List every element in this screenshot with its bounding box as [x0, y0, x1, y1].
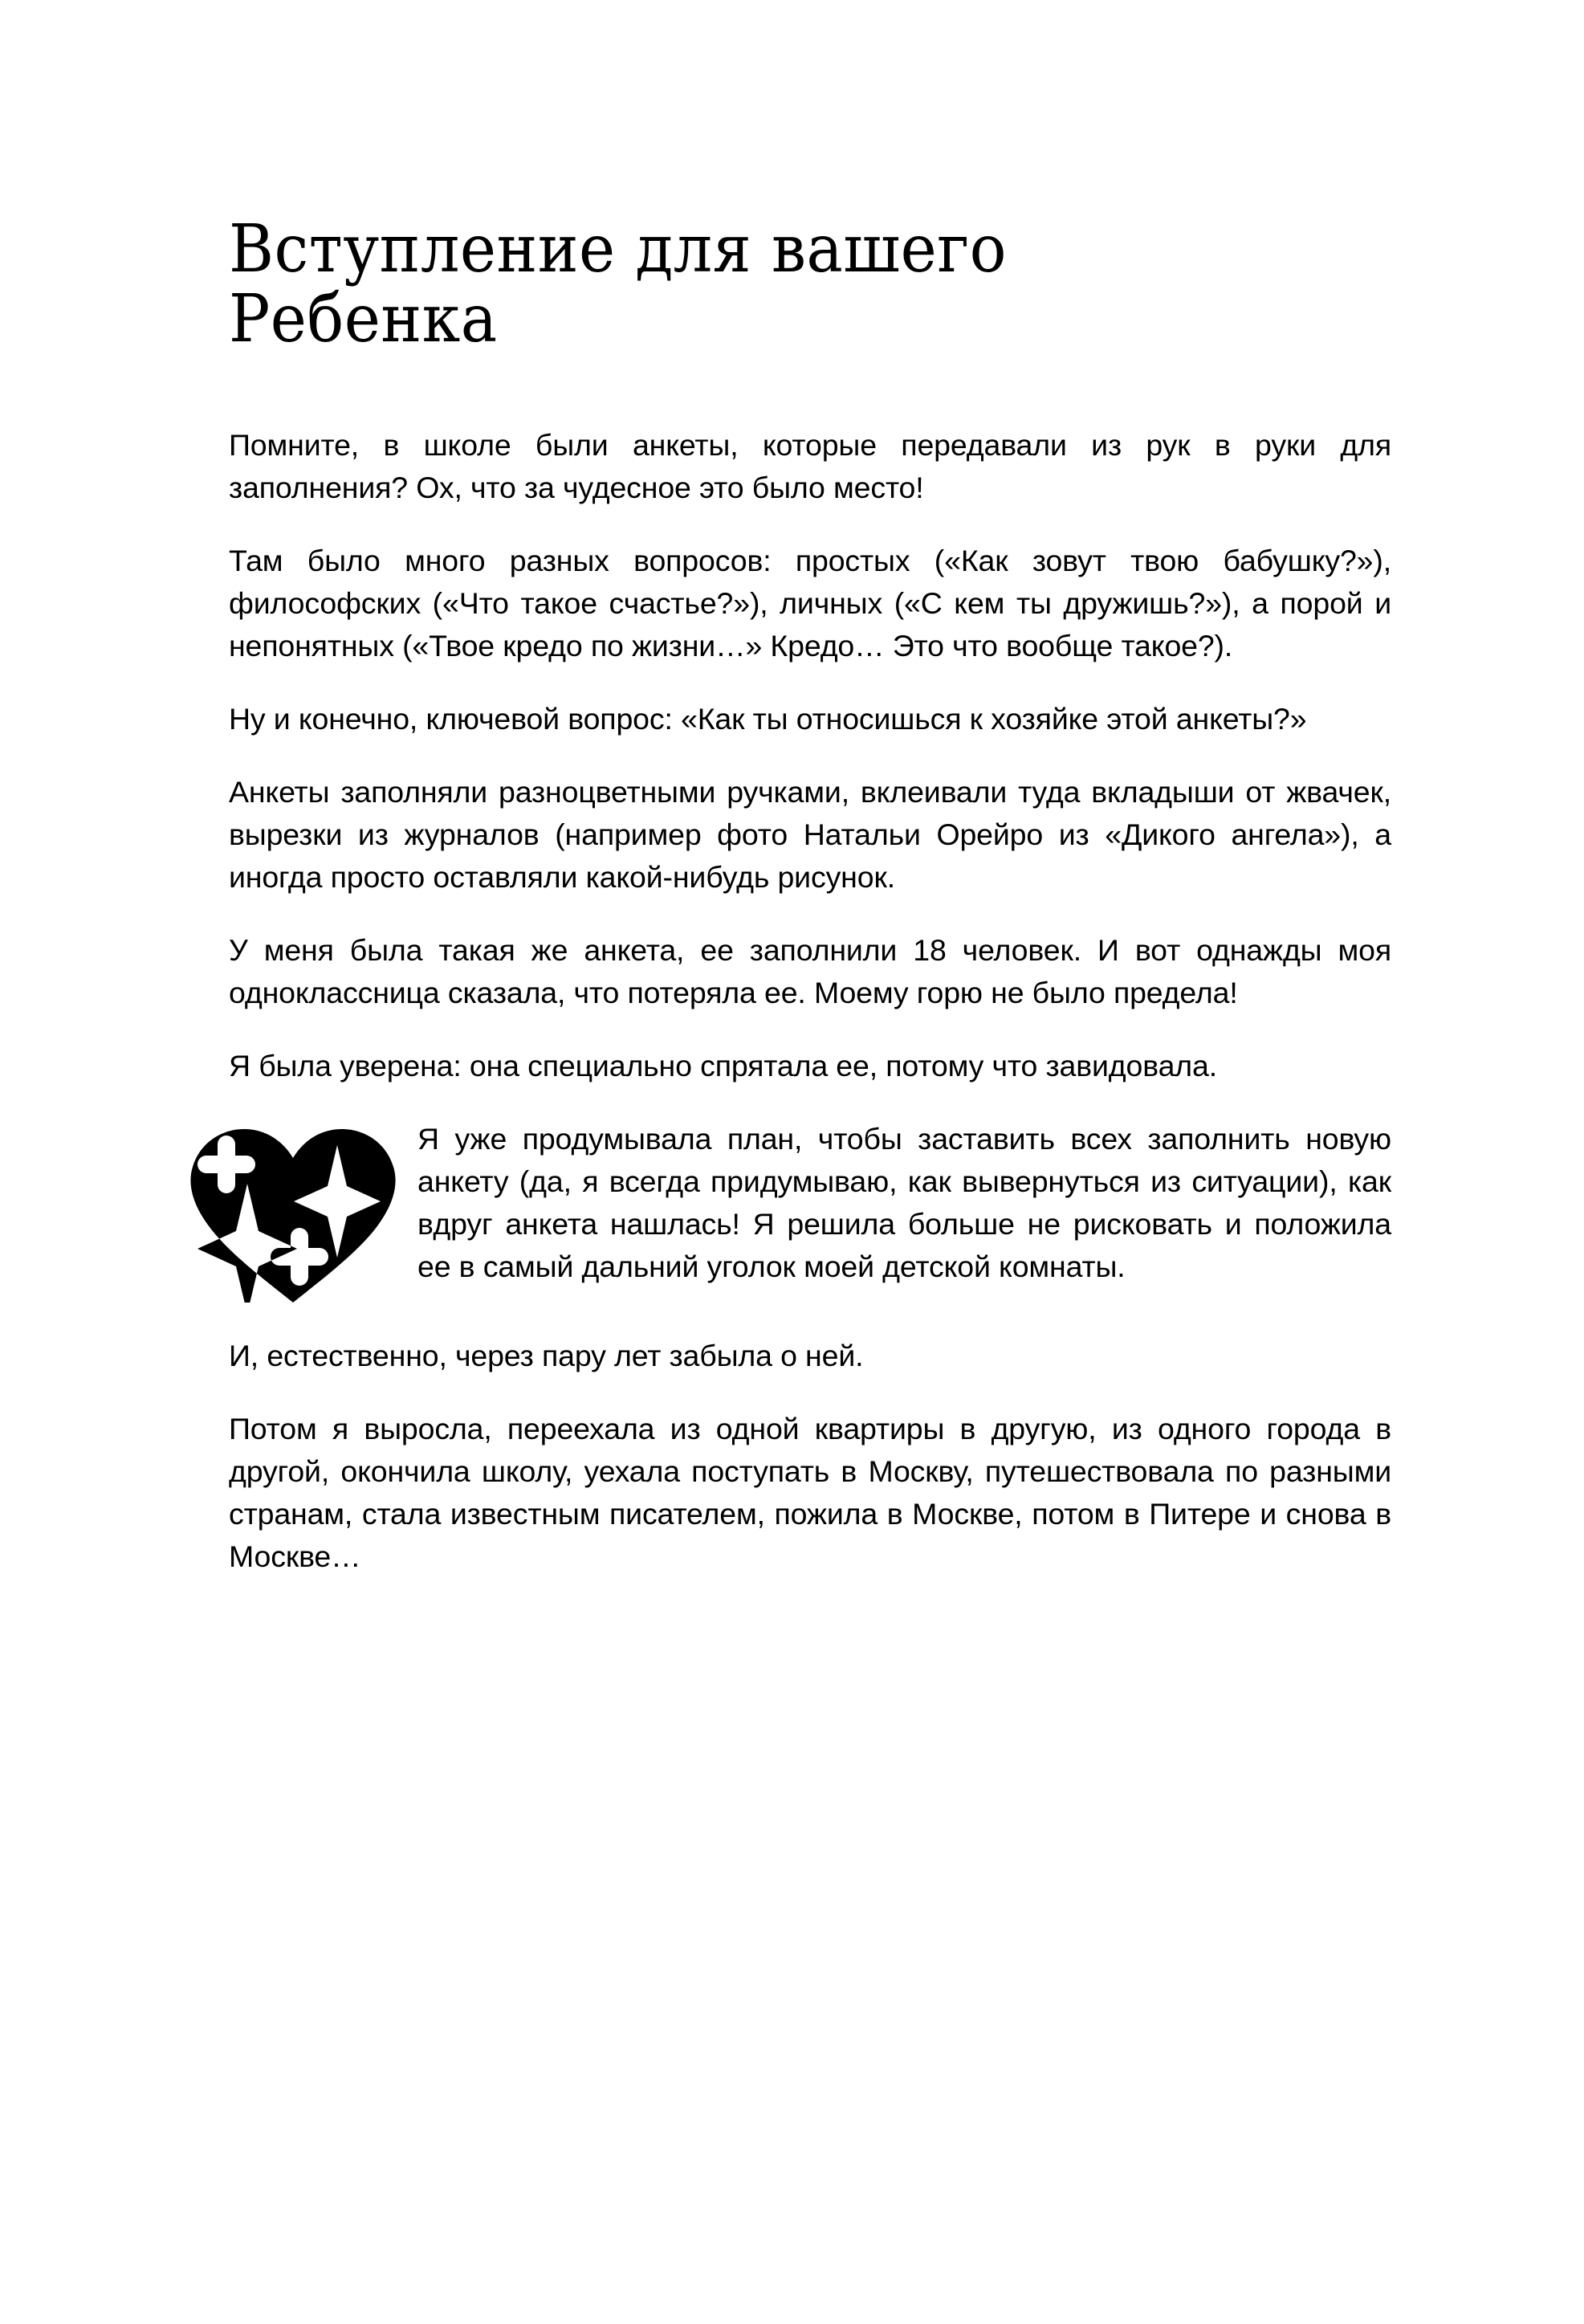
page-title: Вступление для вашего Ребенка: [229, 211, 1008, 357]
paragraph-1: Помните, в школе были анкеты, которые передавали из рук в руки для заполнения? Ох, что за чудесное это было место!: [229, 427, 1391, 504]
illustrated-paragraph-block: [229, 1118, 1391, 1304]
illustrated-paragraph-text: Я уже продумывала план, чтобы заставить всех заполнить новую анкету (да, я всегда придумываю, как вывернуться из ситуации), как вдруг анкета нашлась! Я решила больше не рисковать и положила ее в самый дальний уголок моей детской комнаты.: [417, 1121, 1391, 1283]
sparkling-heart-icon: [188, 1123, 398, 1303]
paragraph-4: Анкеты заполняли разноцветными ручками, вклеивали туда вкладыши от жвачек, вырезки из журналов (например фото Натальи Орейро из «Дикого ангела»), а иногда просто оставляли какой-нибудь рисунок.: [229, 774, 1391, 894]
page-content: [229, 211, 1391, 1578]
body-text-block: [229, 424, 1391, 1578]
paragraph-3: Ну и конечно, ключевой вопрос: «Как ты относишься к хозяйке этой анкеты?»: [229, 701, 1307, 736]
paragraph-7: И, естественно, через пару лет забыла о ней.: [229, 1338, 864, 1372]
paragraph-2: Там было много разных вопросов: простых («Как зовут твою бабушку?»), философских («Что такое счастье?»), личных («С кем ты дружишь?»), а порой и непонятных («Твое кредо по жизни…» Кредо… Это что вообще такое?).: [229, 543, 1391, 663]
paragraph-8: Потом я выросла, переехала из одной квартиры в другую, из одного города в другой, окончила школу, уехала поступать в Москву, путешествовала по разными странам, стала известным писателем, пожила в Москве, потом в Питере и снова в Москве…: [229, 1411, 1391, 1573]
paragraph-6: Я была уверена: она специально спрятала ее, потому что завидовала.: [229, 1048, 1218, 1082]
paragraph-5: У меня была такая же анкета, ее заполнили 18 человек. И вот однажды моя одноклассница сказала, что потеряла ее. Моему горю не было предела!: [229, 932, 1391, 1009]
